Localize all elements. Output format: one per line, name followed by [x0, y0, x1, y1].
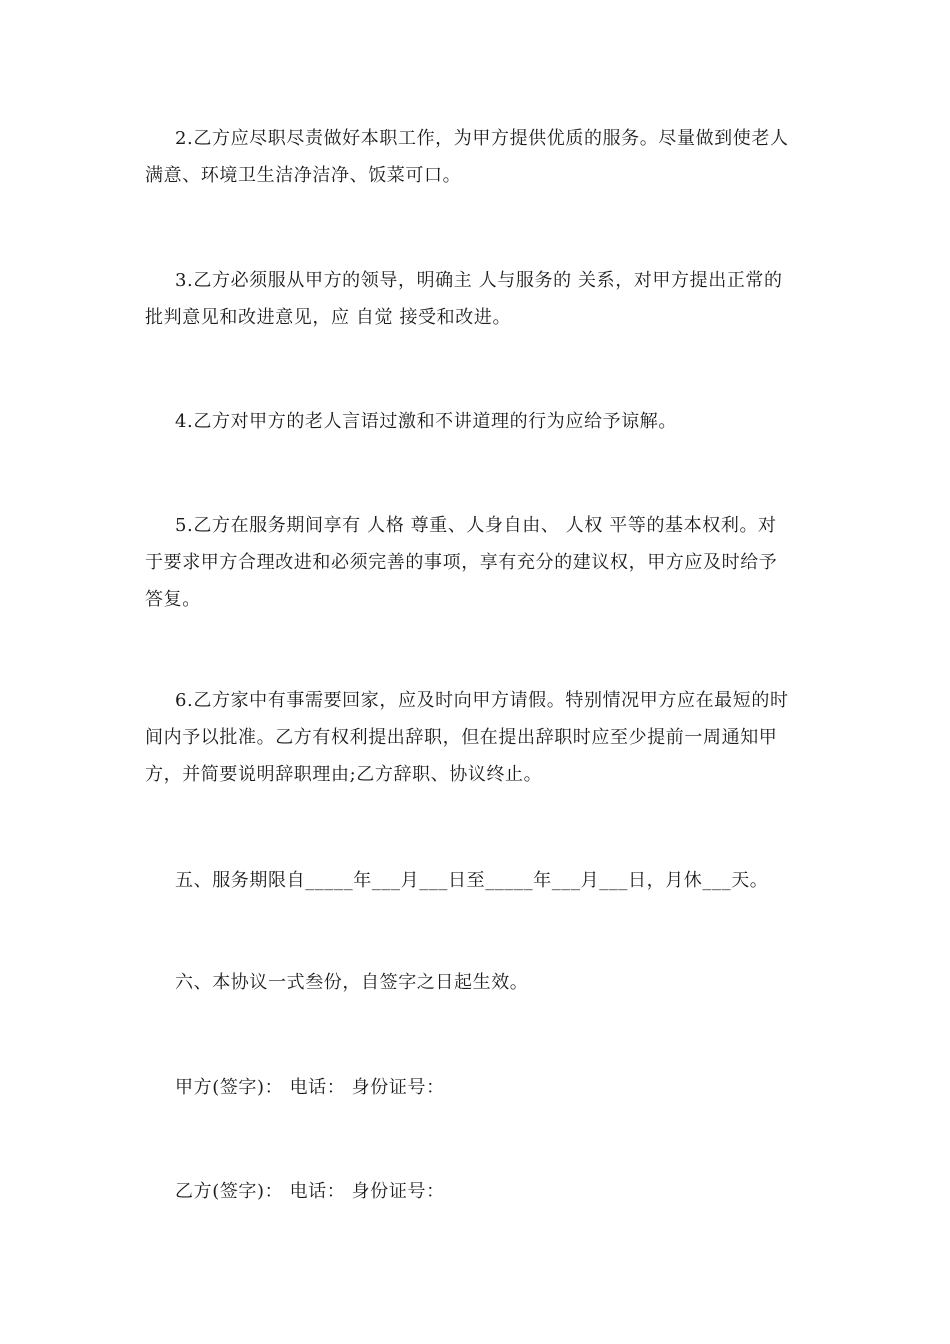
clause-6-line-2: 间内予以批准。乙方有权利提出辞职，但在提出辞职时应至少提前一周通知甲	[145, 727, 778, 748]
section-5-paragraph	[145, 862, 807, 899]
clause-6-line-3: 方，并简要说明辞职理由;乙方辞职、协议终止。	[145, 764, 543, 785]
party-a-signature-paragraph	[145, 1069, 807, 1106]
clause-5-paragraph	[145, 507, 807, 618]
clause-6-line-1: 6.乙方家中有事需要回家，应及时向甲方请假。特别情况甲方应在最短的时	[175, 690, 789, 711]
clause-2-line-2: 满意、环境卫生洁净洁净、饭菜可口。	[145, 165, 462, 186]
clause-4-line-1: 4.乙方对甲方的老人言语过激和不讲道理的行为应给予谅解。	[175, 411, 677, 432]
clause-3-line-1: 3.乙方必须服从甲方的领导，明确主 人与服务的 关系，对甲方提出正常的	[175, 270, 783, 291]
clause-6-paragraph	[145, 682, 807, 793]
clause-5-line-2: 于要求甲方合理改进和必须完善的事项，享有充分的建议权，甲方应及时给予	[145, 552, 778, 573]
clause-5-line-1: 5.乙方在服务期间享有 人格 尊重、人身自由、 人权 平等的基本权利。对	[175, 515, 777, 536]
service-period-line: 五、服务期限自_____年___月___日至_____年___月___日，月休___天。	[175, 870, 769, 891]
clause-4-paragraph	[145, 403, 807, 440]
clause-2-line-1: 2.乙方应尽职尽责做好本职工作，为甲方提供优质的服务。尽量做到使老人	[175, 128, 789, 149]
clause-2-paragraph	[145, 120, 807, 194]
clause-5-line-3: 答复。	[145, 589, 201, 610]
section-6-paragraph	[145, 964, 807, 1001]
party-b-signature-line: 乙方(签字)： 电话： 身份证号：	[175, 1181, 445, 1202]
party-a-signature-line: 甲方(签字)： 电话： 身份证号：	[175, 1077, 445, 1098]
clause-3-line-2: 批判意见和改进意见，应 自觉 接受和改进。	[145, 307, 512, 328]
party-b-signature-paragraph	[145, 1173, 807, 1210]
clause-3-paragraph	[145, 262, 807, 336]
effective-clause-line: 六、本协议一式叁份，自签字之日起生效。	[175, 972, 529, 993]
